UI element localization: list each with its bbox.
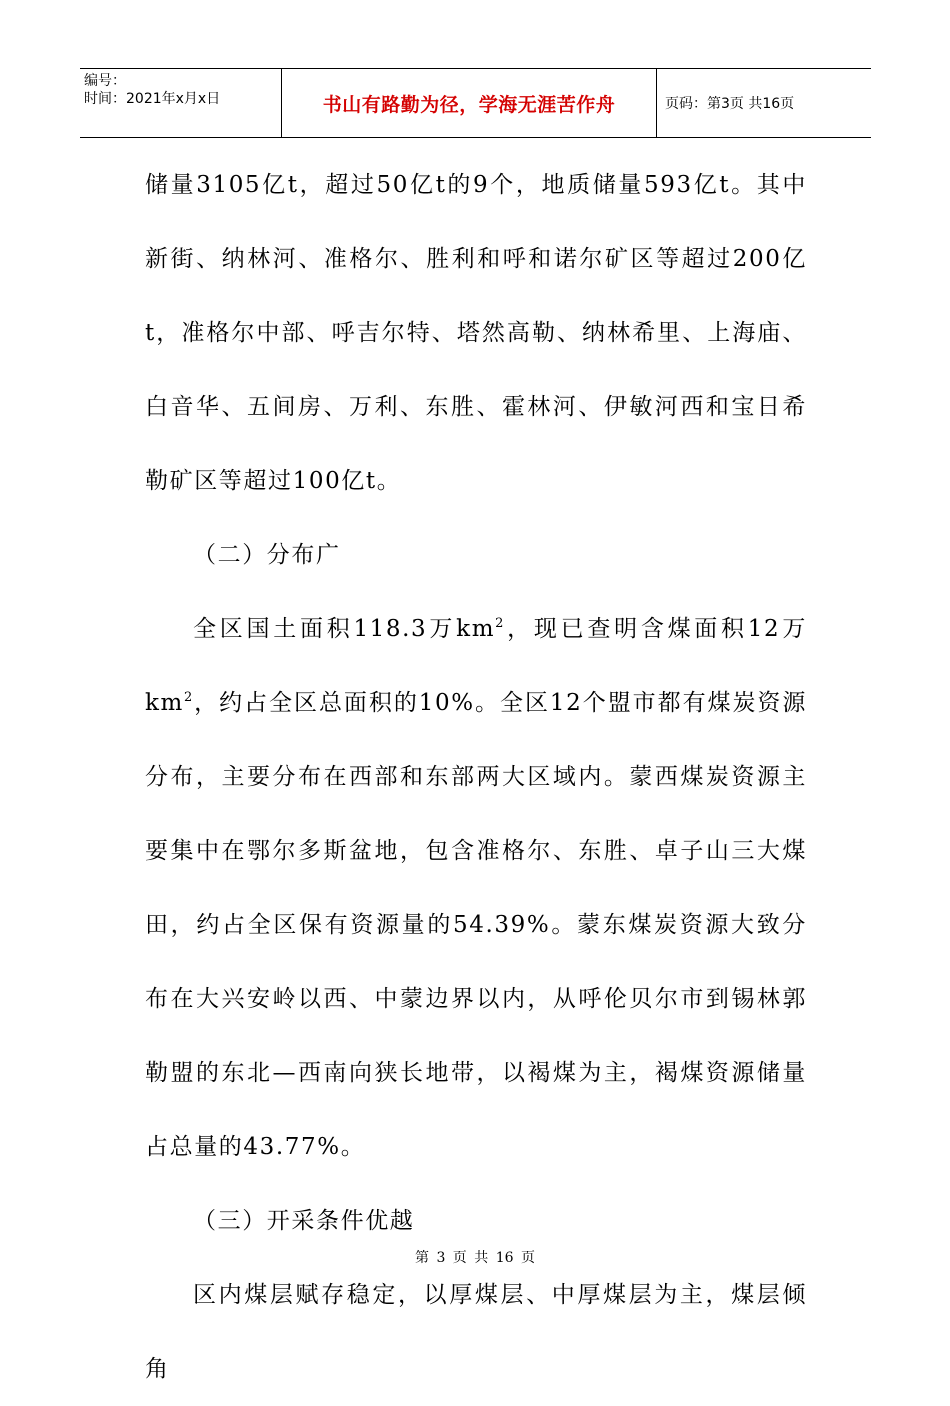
superscript: 2: [183, 690, 194, 705]
paragraph-mining-conditions: 区内煤层赋存稳定，以厚煤层、中厚煤层为主，煤层倾角: [145, 1282, 807, 1382]
text-segment: 全区国土面积118.3万km: [193, 616, 496, 642]
header-motto: 书山有路勤为径，学海无涯苦作舟: [282, 69, 657, 137]
header-meta: [80, 69, 282, 137]
text-segment: ，约占全区总面积的10%。全区12个盟市都有煤炭资源分布，主要分布在西部和东部两大区域内。蒙西煤炭资源主要集中在鄂尔多斯盆地，包含准格尔、东胜、卓子山三大煤田，约占全区保有资源量的54.39%。蒙东煤炭资源大致分布在大兴安岭以西、中蒙边界以内，从呼伦贝尔市到锡林郭勒盟的东北—西南向狭长地带，以褐煤为主，褐煤资源储量占总量的43.77%。: [145, 690, 807, 1160]
section-heading-distribution: （二）分布广: [193, 542, 341, 568]
document-time: 时间：2021年x月x日: [84, 91, 221, 107]
text-segment: ，现已查明含煤面积12万km: [145, 616, 807, 716]
document-body: [145, 148, 807, 1406]
document-number-label: 编号：: [84, 73, 126, 89]
page-footer: 第 3 页 共 16 页: [415, 1250, 535, 1266]
header-page-info: 页码：第3页 共16页: [665, 96, 795, 112]
superscript: 2: [495, 616, 505, 631]
paragraph-distribution: [145, 592, 807, 1184]
page-header: [80, 68, 871, 138]
section-heading-mining-conditions: （三）开采条件优越: [193, 1208, 415, 1234]
paragraph-reserves: 储量3105亿t，超过50亿t的9个，地质储量593亿t。其中新街、纳林河、准格尔、胜利和呼和诺尔矿区等超过200亿t，准格尔中部、呼吉尔特、塔然高勒、纳林希里、上海庙、白音华、五间房、万利、东胜、霍林河、伊敏河西和宝日希勒矿区等超过100亿t。: [145, 172, 807, 494]
